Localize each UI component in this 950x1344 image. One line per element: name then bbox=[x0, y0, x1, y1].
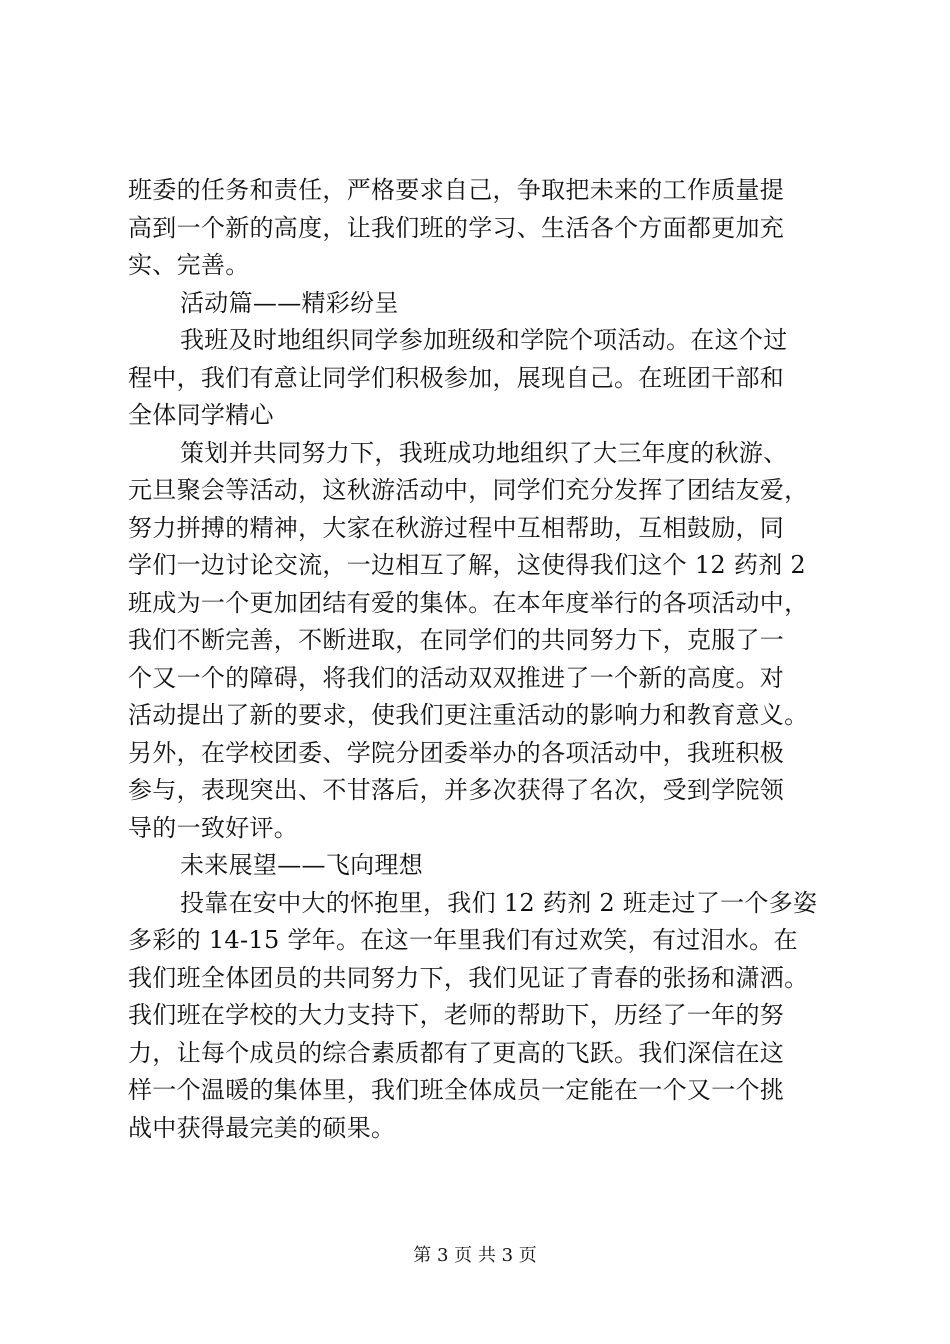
text-line: 投靠在安中大的怀抱里，我们 12 药剂 2 班走过了一个多姿 bbox=[180, 888, 818, 917]
body-text bbox=[128, 172, 833, 1147]
text-line: 我们班全体团员的共同努力下，我们见证了青春的张扬和潇洒。 bbox=[128, 963, 809, 992]
text-line: 努力拼搏的精神，大家在秋游过程中互相帮助，互相鼓励，同 bbox=[128, 513, 785, 542]
text-line: 我班及时地组织同学参加班级和学院个项活动。在这个过 bbox=[180, 326, 788, 354]
text-line: 学们一边讨论交流，一边相互了解，这使得我们这个 12 药剂 2 bbox=[128, 551, 806, 579]
section-heading-activities: 活动篇——精彩纷呈 bbox=[180, 288, 399, 317]
text-line: 程中，我们有意让同学们积极参加，展现自己。在班团干部和 bbox=[128, 363, 785, 392]
text-line: 班委的任务和责任，严格要求自己，争取把未来的工作质量提 bbox=[128, 176, 785, 204]
text-line: 多彩的 14-15 学年。在这一年里我们有过欢笑，有过泪水。在 bbox=[128, 926, 798, 954]
text-line: 元旦聚会等活动，这秋游活动中，同学们充分发挥了团结友爱， bbox=[128, 476, 809, 504]
text-line: 策划并共同努力下，我班成功地组织了大三年度的秋游、 bbox=[180, 438, 788, 467]
text-line: 另外，在学校团委、学院分团委举办的各项活动中，我班积极 bbox=[128, 738, 785, 767]
text-line: 个又一个的障碍，将我们的活动双双推进了一个新的高度。对 bbox=[128, 663, 785, 692]
text-line: 全体同学精心 bbox=[128, 401, 274, 429]
text-line: 我们班在学校的大力支持下，老师的帮助下，历经了一年的努 bbox=[128, 1001, 785, 1029]
text-line: 参与，表现突出、不甘落后，并多次获得了名次，受到学院领 bbox=[128, 776, 785, 804]
text-line: 实、完善。 bbox=[128, 251, 250, 279]
text-line: 战中获得最完美的硕果。 bbox=[128, 1113, 396, 1142]
text-line: 导的一致好评。 bbox=[128, 813, 299, 842]
section-heading-outlook: 未来展望——飞向理想 bbox=[180, 851, 423, 879]
page-number-label: 第 3 页 共 3 页 bbox=[413, 1245, 537, 1266]
page-footer bbox=[0, 1245, 950, 1267]
text-line: 高到一个新的高度，让我们班的学习、生活各个方面都更加充 bbox=[128, 213, 785, 242]
text-line: 活动提出了新的要求，使我们更注重活动的影响力和教育意义。 bbox=[128, 701, 809, 729]
text-line: 班成为一个更加团结有爱的集体。在本年度举行的各项活动中， bbox=[128, 588, 809, 617]
text-line: 力，让每个成员的综合素质都有了更高的飞跃。我们深信在这 bbox=[128, 1038, 785, 1067]
text-line: 样一个温暖的集体里，我们班全体成员一定能在一个又一个挑 bbox=[128, 1076, 785, 1104]
text-line: 我们不断完善，不断进取，在同学们的共同努力下，克服了一 bbox=[128, 626, 785, 654]
